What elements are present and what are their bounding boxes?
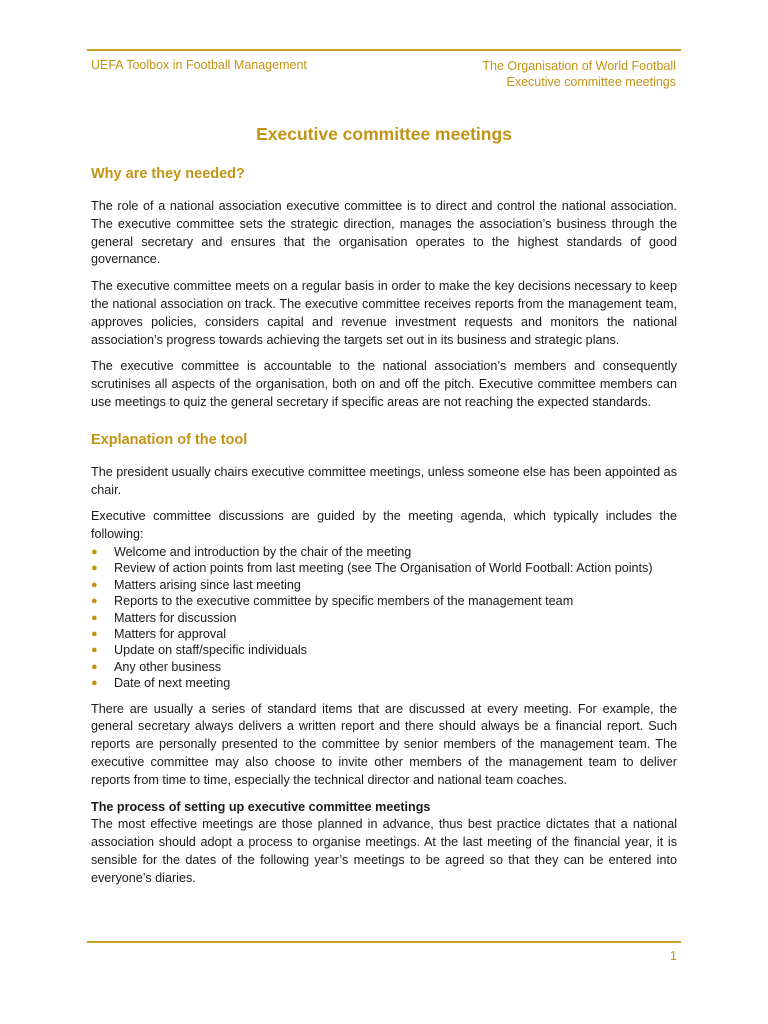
- bullet-icon: ●: [91, 611, 98, 624]
- list-item: [91, 577, 677, 593]
- list-item: [91, 659, 677, 675]
- page-content: [91, 122, 677, 897]
- header-rule: [87, 49, 681, 51]
- list-item: [91, 642, 677, 658]
- subheading-process: The process of setting up executive committee meetings: [91, 799, 431, 814]
- paragraph: Executive committee discussions are guided by the meeting agenda, which typically includes the following:: [91, 509, 677, 542]
- header-right: [482, 58, 676, 90]
- header-left-title: UEFA Toolbox in Football Management: [91, 58, 307, 72]
- bullet-icon: ●: [91, 545, 98, 558]
- page-number: 1: [670, 949, 677, 963]
- list-item-text: Welcome and introduction by the chair of the meeting: [114, 544, 412, 559]
- list-item-text: Matters for approval: [114, 626, 226, 641]
- bullet-icon: ●: [91, 562, 98, 575]
- paragraph: The executive committee is accountable to the national association’s members and consequently scrutinises all aspects of the organisation, both on and off the pitch. Executive committee members can use meetings to quiz the general secretary if specific areas are not reaching the expected standards.: [91, 359, 677, 409]
- bullet-icon: ●: [91, 595, 98, 608]
- section-heading-why: Why are they needed?: [91, 166, 245, 182]
- list-item: [91, 626, 677, 642]
- bullet-icon: ●: [91, 677, 98, 690]
- list-item: [91, 610, 677, 626]
- list-item-text: Matters arising since last meeting: [114, 577, 301, 592]
- paragraph: The executive committee meets on a regular basis in order to make the key decisions necessary to keep the national association on track. The executive committee receives reports from the management team, approves policies, considers capital and revenue investment requests and monitors the national association’s progress towards achieving the targets set out in its business and strategic plans.: [91, 279, 677, 347]
- header-right-line2: Executive committee meetings: [506, 75, 676, 89]
- list-item-text: Reports to the executive committee by specific members of the management team: [114, 594, 574, 609]
- bullet-icon: ●: [91, 644, 98, 657]
- paragraph: There are usually a series of standard items that are discussed at every meeting. For example, the general secretary always delivers a written report and there should always be a financial report. Such reports are personally presented to the committee by senior members of the management team. The executive committee may also choose to invite other members of the management team to deliver reports from time to time, especially the technical director and national team coaches.: [91, 701, 677, 787]
- paragraph: The role of a national association executive committee is to direct and control the national association. The executive committee sets the strategic direction, manages the association’s business through the general secretary and ensures that the organisation operates to the highest standards of good governance.: [91, 199, 677, 267]
- paragraph: The most effective meetings are those planned in advance, thus best practice dictates that a national association should adopt a process to organise meetings. At the last meeting of the financial year, it is sensible for the dates of the following year’s meetings to be agreed so that they can be entered into everyone’s diaries.: [91, 817, 677, 885]
- list-item: [91, 675, 677, 691]
- list-item: [91, 560, 677, 576]
- list-item: [91, 544, 677, 560]
- list-item-text: Matters for discussion: [114, 610, 237, 625]
- list-item-text: Date of next meeting: [114, 676, 231, 691]
- bullet-icon: ●: [91, 660, 98, 673]
- list-item: [91, 593, 677, 609]
- header-right-line1: The Organisation of World Football: [482, 59, 676, 73]
- section-heading-explanation: Explanation of the tool: [91, 431, 248, 448]
- list-item-text: Review of action points from last meeting (see The Organisation of World Football: Action points): [114, 561, 653, 576]
- page-title: Executive committee meetings: [256, 124, 512, 144]
- list-item-text: Update on staff/specific individuals: [114, 643, 307, 658]
- bullet-icon: ●: [91, 578, 98, 591]
- list-item-text: Any other business: [114, 659, 222, 674]
- footer-rule: [87, 941, 681, 943]
- paragraph: The president usually chairs executive committee meetings, unless someone else has been appointed as chair.: [91, 464, 677, 497]
- bullet-icon: ●: [91, 627, 98, 640]
- agenda-list: [91, 544, 677, 692]
